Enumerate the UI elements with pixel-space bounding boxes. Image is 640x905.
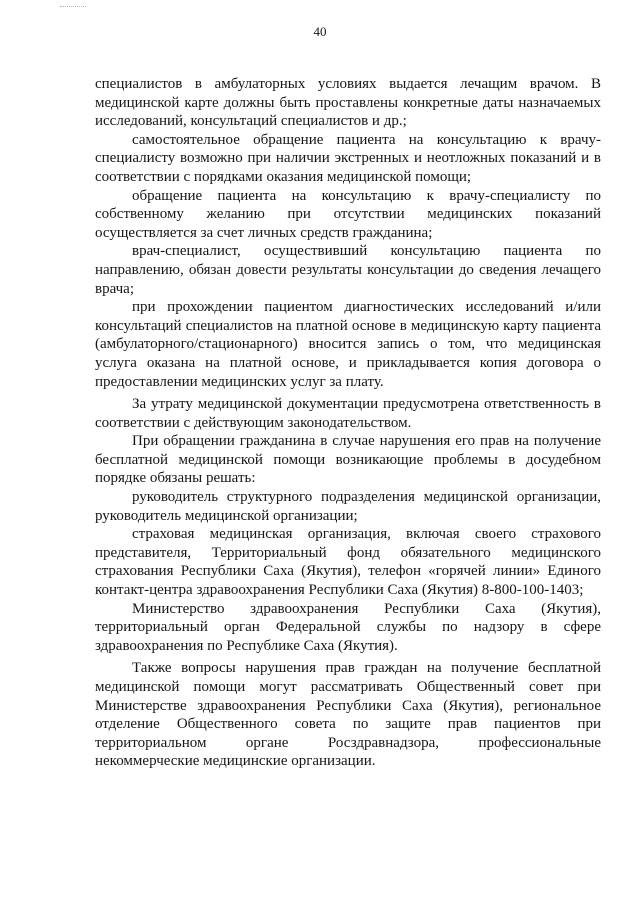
page-number: 40 <box>313 24 327 39</box>
paragraph-paid-services: при прохождении пациентом диагностических исследований и/или консультаций специалистов на платной основе в медицинскую карту пациента (амбулаторного/стационарного) вносится запись о том, что медицинская услуга оказана на платной основе, и прикладывается копия договора о предоставлении медицинских услуг за плату. <box>95 299 601 390</box>
paragraph-public-council: Также вопросы нарушения прав граждан на получение бесплатной медицинской помощи могут рассматривать Общественный совет при Министерстве здравоохранения Республики Саха (Якутия), региональное отделение Общественного совета по защите прав пациентов при территориальном органе Росздравнадзора, профессиональные некоммерческие медицинские организации. <box>95 660 601 770</box>
paragraph-documentation-loss: За утрату медицинской документации предусмотрена ответственность в соответствии с действующим законодательством. <box>95 396 601 431</box>
paragraph-organization-head: руководитель структурного подразделения медицинской организации, руководитель медицинской организации; <box>95 489 601 524</box>
scan-mark <box>60 6 86 8</box>
paragraph-rights-violation: При обращении гражданина в случае нарушения его прав на получение бесплатной медицинской помощи возникающие проблемы в досудебном порядке обязаны решать: <box>95 433 601 487</box>
paragraph-own-expense: обращение пациента на консультацию к врачу-специалисту по собственному желанию при отсутствии медицинских показаний осуществляется за счет личных средств гражданина; <box>95 187 601 241</box>
paragraph-self-referral: самостоятельное обращение пациента на консультацию к врачу-специалисту возможно при наличии экстренных и неотложных показаний и в соответствии с порядками оказания медицинской помощи; <box>95 131 601 185</box>
paragraph-insurance: страховая медицинская организация, включая своего страхового представителя, Территориальный фонд обязательного медицинского страхования Республики Саха (Якутия), телефон «горячей линии» Единого контакт-центра здравоохранения Республики Саха (Якутия) 8-800-100-1403; <box>95 526 601 599</box>
paragraph-continuation: специалистов в амбулаторных условиях выдается лечащим врачом. В медицинской карте должны быть проставлены конкретные даты назначаемых исследований, консультаций специалистов и др.; <box>95 76 601 130</box>
paragraph-ministry: Министерство здравоохранения Республики Саха (Якутия), территориальный орган Федеральной службы по надзору в сфере здравоохранения по Республике Саха (Якутия). <box>95 600 601 654</box>
paragraph-specialist-duty: врач-специалист, осуществивший консультацию пациента по направлению, обязан довести результаты консультации до сведения лечащего врача; <box>95 243 601 297</box>
document-body <box>95 75 601 771</box>
